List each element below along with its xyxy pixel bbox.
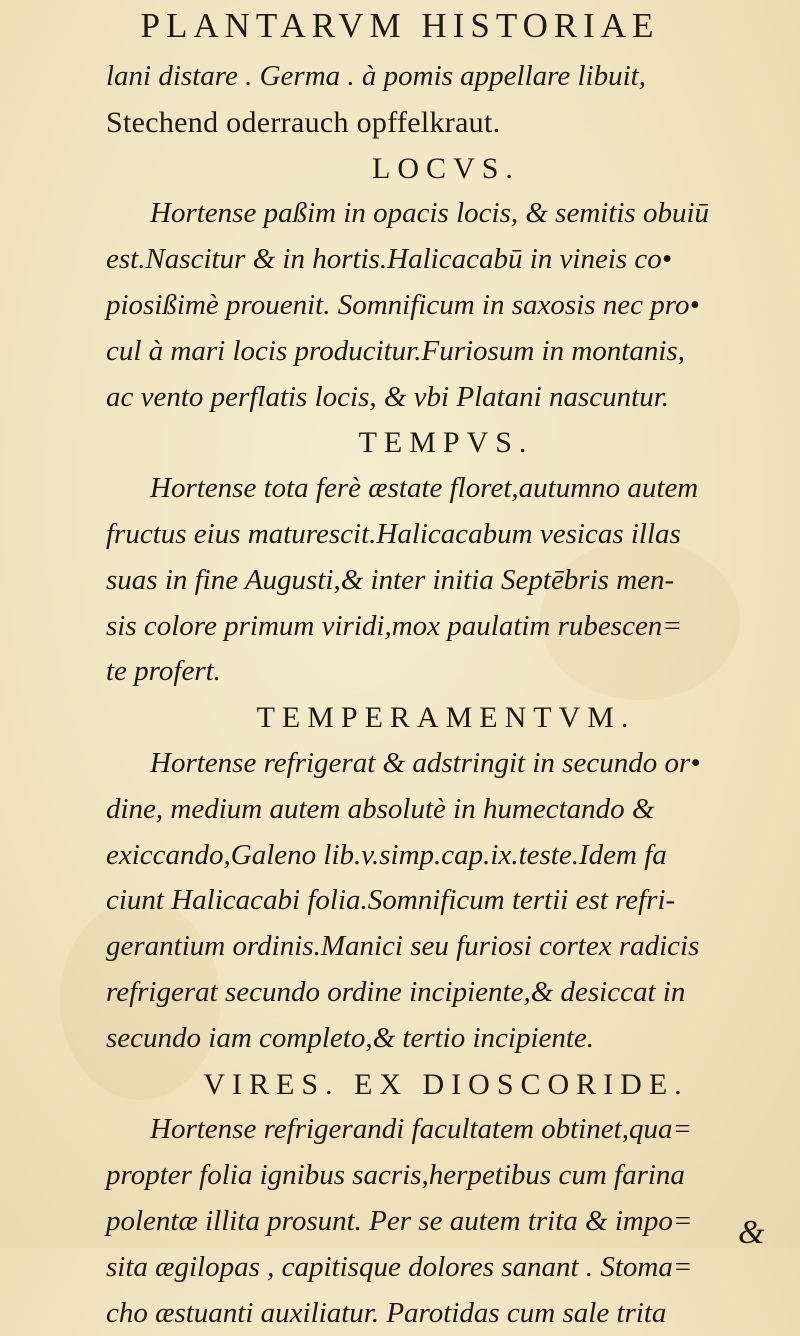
body-text — [106, 54, 786, 1336]
text-line: fructus eius maturescit.Halicacabum vesicas illas — [106, 517, 681, 550]
section-heading: VIRES. EX DIOSCORIDE. — [203, 1067, 689, 1101]
section-heading: LOCVS. — [372, 151, 520, 185]
text-line: dine, medium autem absolutè in humectando & — [106, 792, 655, 825]
text-line: cul à mari locis producitur.Furiosum in montanis, — [106, 334, 685, 367]
running-head: PLANTARVM HISTORIAE — [140, 6, 660, 45]
text-line: Hortense refrigerat & adstringit in secundo or• — [150, 746, 701, 779]
text-line: exiccando,Galeno lib.v.simp.cap.ix.teste.Idem fa — [106, 838, 667, 871]
section-heading: TEMPVS. — [358, 426, 534, 460]
text-line: ciunt Halicacabi folia.Somnificum tertii est refri- — [106, 884, 676, 917]
text-line: lani distare . Germa . à pomis appellare libuit, — [106, 60, 646, 92]
text-line: secundo iam completo,& tertio incipiente. — [106, 1021, 595, 1054]
text-line: cho æstuanti auxiliatur. Parotidas cum sale trita — [106, 1296, 667, 1329]
text-line: propter folia ignibus sacris,herpetibus cum farina — [106, 1159, 685, 1192]
text-line: piosißimè prouenit. Somnificum in saxosis nec pro• — [106, 288, 700, 321]
catchword: & — [738, 1214, 765, 1251]
text-line: te profert. — [106, 655, 221, 688]
text-line: Hortense tota ferè æstate floret,autumno autem — [150, 472, 699, 505]
text-line: gerantium ordinis.Manici seu furiosi cortex radicis — [106, 930, 700, 963]
text-line: Hortense paßim in opacis locis, & semitis obuiū — [150, 197, 710, 230]
text-line: ac vento perflatis locis, & vbi Platani nascuntur. — [106, 380, 670, 413]
text-line: suas in fine Augusti,& inter initia Septēbris men- — [106, 563, 675, 596]
text-line: est.Nascitur & in hortis.Halicacabū in vineis co• — [106, 243, 672, 276]
text-line: sita ægilopas , capitisque dolores sanant . Stoma= — [106, 1250, 693, 1283]
text-line: refrigerat secundo ordine incipiente,& desiccat in — [106, 975, 686, 1008]
section-heading: TEMPERAMENTVM. — [256, 701, 636, 735]
text-line: Hortense refrigerandi facultatem obtinet,qua= — [150, 1113, 693, 1146]
text-line: sis colore primum viridi,mox paulatim rubescen= — [106, 609, 682, 642]
text-line: Stechend oderrauch opffelkraut. — [106, 105, 501, 139]
text-line: polentæ illita prosunt. Per se autem trita & impo= — [106, 1204, 693, 1237]
